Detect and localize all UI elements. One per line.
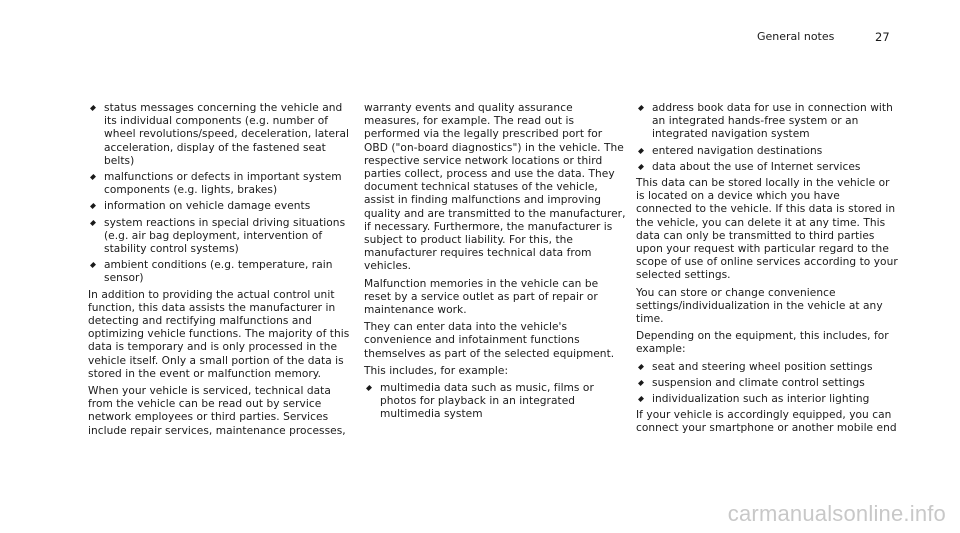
watermark-text: carmanualsonline.info xyxy=(727,501,946,526)
list-item: suspension and climate control settings xyxy=(636,377,898,390)
paragraph: When your vehicle is serviced, technical data from the vehicle can be read out by service network employees or third parties. Services include repair services, maintenance processes, xyxy=(88,385,346,437)
column-2 xyxy=(364,102,628,425)
page-number: 27 xyxy=(875,30,890,44)
list-item: malfunctions or defects in important system components (e.g. lights, brakes) xyxy=(88,171,352,197)
paragraph: In addition to providing the actual control unit function, this data assists the manufacturer in detecting and rectifying malfunctions and optimizing vehicle functions. The majority of this data is temporary and is only processed in the vehicle itself. Only a small portion of the data is stored in the event or malfunction memory. xyxy=(88,288,350,380)
paragraph: This includes, for example: xyxy=(364,364,509,377)
list-item: seat and steering wheel position settings xyxy=(636,361,898,374)
paragraph: Depending on the equipment, this includes, for example: xyxy=(636,330,889,356)
bullet-list xyxy=(88,102,352,286)
paragraph: You can store or change convenience settings/individualization in the vehicle at any time. xyxy=(636,286,883,326)
paragraph: They can enter data into the vehicle's convenience and infotainment functions themselves as part of the selected equipment. xyxy=(364,321,615,360)
list-item: entered navigation destinations xyxy=(636,145,898,158)
paragraph: This data can be stored locally in the vehicle or is located on a device which you have connected to the vehicle. If this data is stored in the vehicle, you can delete it at any time. This data can only be transmitted to third parties upon your request with particular regard to the scope of use of online services according to your selected settings. xyxy=(636,177,898,282)
section-title: General notes xyxy=(757,30,835,43)
list-item: data about the use of Internet services xyxy=(636,161,898,174)
bullet-list xyxy=(636,361,898,407)
paragraph: warranty events and quality assurance measures, for example. The read out is performed via the legally prescribed port for OBD ("on-board diagnostics") in the vehicle. The respective service network locations or third parties collect, process and use the data. They document technical statuses of the vehicle, assist in finding malfunctions and improving quality and are transmitted to the manufacturer, if necessary. Furthermore, the manufacturer is subject to product liability. For this, the manufacturer requires technical data from vehicles. xyxy=(364,102,626,273)
list-item: ambient conditions (e.g. temperature, rain sensor) xyxy=(88,259,352,285)
list-item: individualization such as interior lighting xyxy=(636,393,898,406)
list-item: multimedia data such as music, films or photos for playback in an integrated multimedia system xyxy=(364,382,628,422)
paragraph: Malfunction memories in the vehicle can be reset by a service outlet as part of repair or maintenance work. xyxy=(364,277,599,317)
bullet-list xyxy=(636,102,898,174)
list-item: system reactions in special driving situations (e.g. air bag deployment, intervention of stability control systems) xyxy=(88,217,352,257)
list-item: information on vehicle damage events xyxy=(88,200,352,213)
column-1 xyxy=(88,102,352,442)
list-item: status messages concerning the vehicle and its individual components (e.g. number of wheel revolutions/speed, deceleration, lateral acceleration, display of the fastened seat belts) xyxy=(88,102,352,168)
list-item: address book data for use in connection with an integrated hands-free system or an integrated navigation system xyxy=(636,102,898,142)
paragraph: If your vehicle is accordingly equipped, you can connect your smartphone or another mobile end xyxy=(636,409,897,435)
column-3 xyxy=(636,102,898,440)
bullet-list xyxy=(364,382,628,422)
